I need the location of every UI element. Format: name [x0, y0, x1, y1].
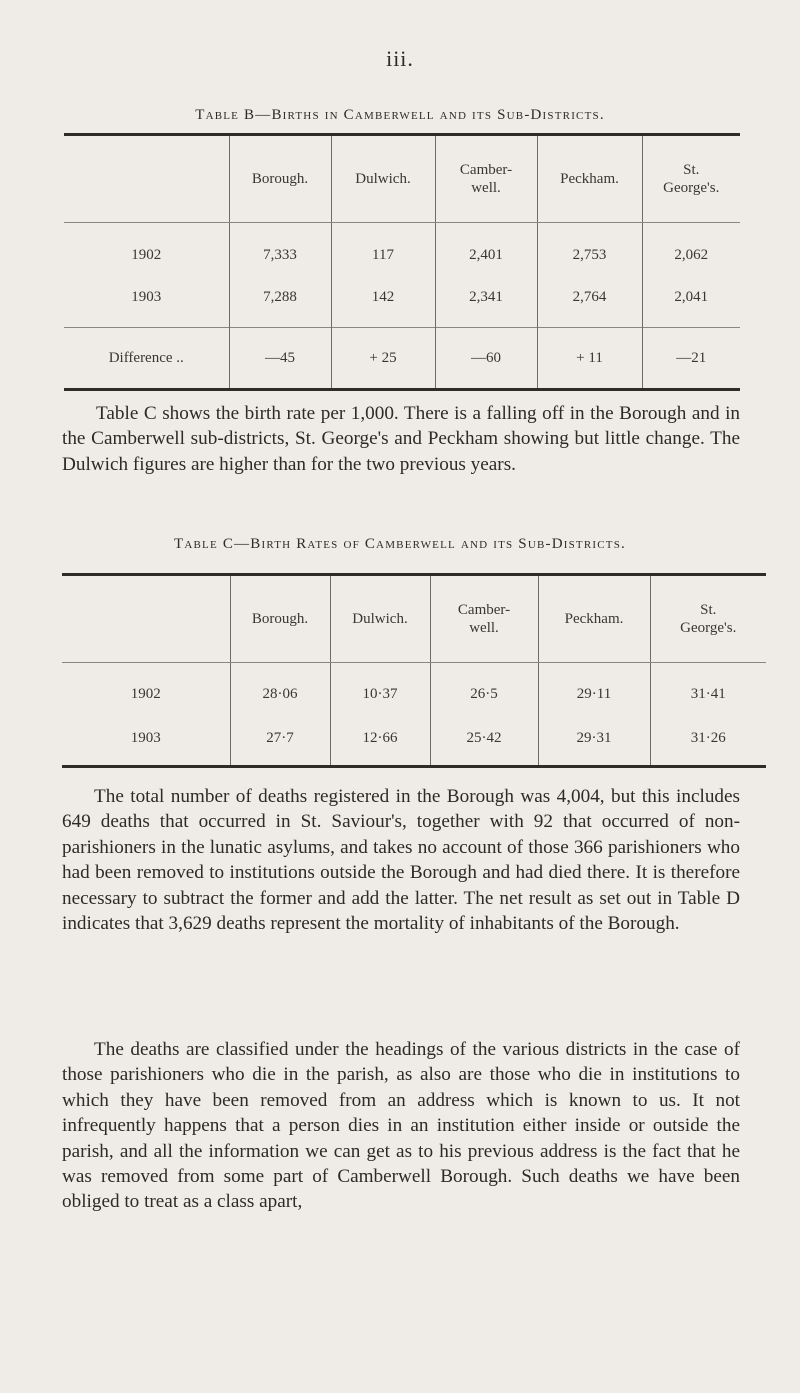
table-cell: 2,764 [537, 279, 642, 328]
table-b-births [64, 133, 740, 391]
column-header-borough: Borough. [230, 575, 330, 663]
table-cell: 117 [331, 223, 435, 280]
table-cell: 7,288 [229, 279, 331, 328]
table-cell: 29·31 [538, 721, 650, 767]
row-label: 1902 [131, 246, 162, 263]
table-row [64, 279, 740, 328]
row-label: Difference .. [64, 328, 229, 390]
column-header-dulwich: Dulwich. [331, 135, 435, 223]
row-label: 1902 [130, 685, 161, 702]
table-cell: 142 [331, 279, 435, 328]
table-cell: 25·42 [430, 721, 538, 767]
table-cell: 7,333 [229, 223, 331, 280]
table-cell: 31·41 [650, 663, 766, 722]
table-row [64, 223, 740, 280]
table-c-caption: Table C—Birth Rates of Camberwell and its Sub-Districts. [174, 536, 626, 552]
paragraph-deaths-classified: The deaths are classified under the headings of the various districts in the case of those parishioners who die in the parish, as also are those who die in institutions to which they have been removed from an address which is known to us. It not infrequently happens that a person dies in an institution either inside or outside the parish, and all the information we can get as to his previous address is the fact that he was removed from some part of Camberwell Borough. Such deaths we have been obliged to treat as a class apart, [62, 1039, 740, 1213]
table-row [62, 721, 766, 767]
column-header-dulwich: Dulwich. [330, 575, 430, 663]
column-header-camberwell: Camber- well. [435, 135, 537, 223]
table-cell: 2,062 [642, 223, 740, 280]
table-cell: 28·06 [230, 663, 330, 722]
column-header-peckham: Peckham. [538, 575, 650, 663]
column-header-peckham: Peckham. [537, 135, 642, 223]
table-cell: —45 [229, 328, 331, 390]
table-cell: 29·11 [538, 663, 650, 722]
page-number: iii. [386, 46, 414, 71]
table-cell: —21 [642, 328, 740, 390]
table-cell: 12·66 [330, 721, 430, 767]
table-cell: 31·26 [650, 721, 766, 767]
table-cell: 26·5 [430, 663, 538, 722]
column-header [64, 135, 229, 223]
table-cell: 2,753 [537, 223, 642, 280]
table-header-row [62, 575, 766, 663]
column-header [62, 575, 230, 663]
table-cell: 10·37 [330, 663, 430, 722]
column-header-borough: Borough. [229, 135, 331, 223]
table-cell: —60 [435, 328, 537, 390]
table-cell: + 25 [331, 328, 435, 390]
table-row [62, 663, 766, 722]
table-c-birth-rates [62, 573, 766, 768]
paragraph-deaths-registered: The total number of deaths registered in the Borough was 4,004, but this includes 649 deaths that occurred in St. Saviour's, together with 92 that occurred of non-parishioners in the lunatic asylums, and takes no account of those 366 parishioners who had been removed to institutions outside the Borough and had died there. It is therefore necessary to subtract the former and add the latter. The net result as set out in Table D indicates that 3,629 deaths represent the mortality of inhabitants of the Borough. [62, 786, 740, 935]
difference-row [64, 328, 740, 390]
table-cell: + 11 [537, 328, 642, 390]
table-cell: 27·7 [230, 721, 330, 767]
table-cell: 2,341 [435, 279, 537, 328]
row-label: 1903 [130, 729, 161, 746]
row-label: 1903 [131, 288, 162, 305]
table-cell: 2,401 [435, 223, 537, 280]
column-header-camberwell: Camber- well. [430, 575, 538, 663]
column-header-st-georges: St. George's. [642, 135, 740, 223]
column-header-st-georges: St. George's. [650, 575, 766, 663]
table-cell: 2,041 [642, 279, 740, 328]
table-b-caption: Table B—Births in Camberwell and its Sub-Districts. [195, 107, 605, 123]
table-header-row [64, 135, 740, 223]
paragraph-birth-rate: Table C shows the birth rate per 1,000. There is a falling off in the Borough and in the Camberwell sub-districts, St. George's and Peckham showing but little change. The Dulwich figures are higher than for the two previous years. [62, 403, 740, 475]
